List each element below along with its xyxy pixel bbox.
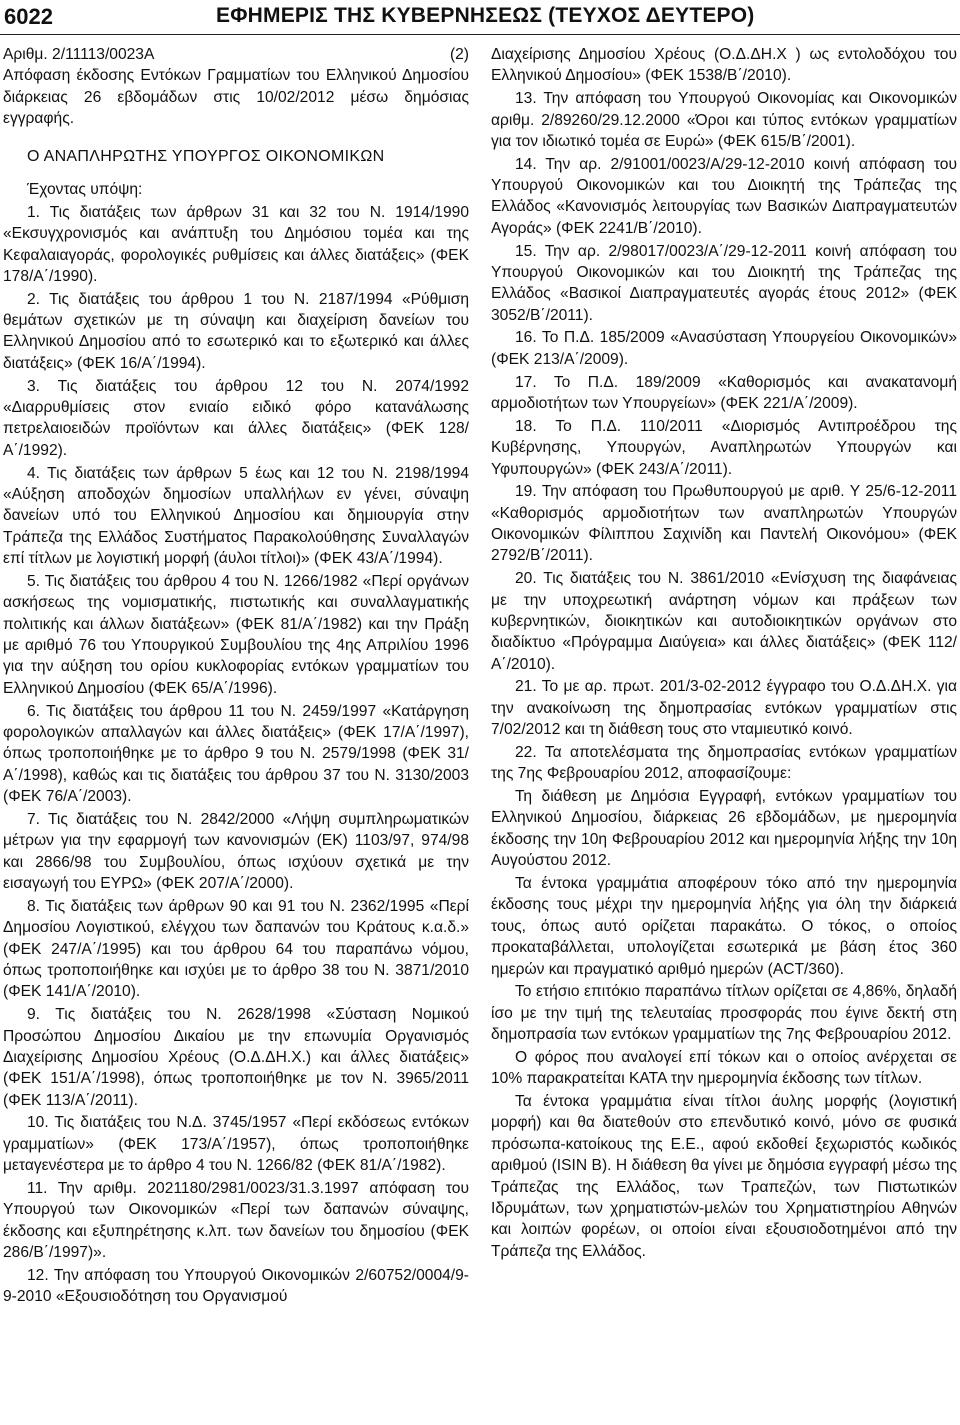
gazette-title: ΕΦΗΜΕΡΙΣ ΤΗΣ ΚΥΒΕΡΝΗΣΕΩΣ (ΤΕΥΧΟΣ ΔΕΥΤΕΡΟ) (216, 4, 755, 27)
paragraph: Τα έντοκα γραμμάτια είναι τίτλοι άυλης μορφής (λογιστική μορφή) και θα διατεθούν στο επενδυτικό κοινό, μόνο σε φυσικά πρόσωπα-κατοίκους της Ε.Ε., αφού εκδοθεί ξεχωριστός κωδικός αριθμού (ISIN B). Η διάθεση θα γίνει με δημόσια εγγραφή μέσω της Τράπεζας της Ελλάδος, των Τραπεζών, των Πιστωτικών Ιδρυμάτων, των χρηματιστών-μελών του Χρηματιστηρίου Αθηνών και λοιπών φορέων, οι οποίοι είναι εξουσιοδοτημένοι από την Τράπεζα της Ελλάδος. (491, 1092, 957, 1260)
left-column (3, 44, 469, 1309)
decision-reference (3, 44, 469, 65)
paragraph: 6. Τις διατάξεις του άρθρου 11 του Ν. 2459/1997 «Κατάργηση φορολογικών απαλλαγών και άλλες διατάξεις» (ΦΕΚ 17/Α΄/1997), όπως τροποποιήθηκε με το άρθρο 9 του Ν. 2579/1998 (ΦΕΚ 31/Α΄/1998), καθώς και τις διατάξεις του άρθρου 37 του Ν. 3130/2003 (ΦΕΚ 76/Α΄/2003). (3, 702, 469, 806)
header-rule (0, 34, 960, 35)
paragraph: 22. Τα αποτελέσματα της δημοπρασίας εντόκων γραμματίων της 7ης Φεβρουαρίου 2012, αποφασίζουμε: (491, 743, 957, 783)
right-column (491, 44, 957, 1264)
paragraph: Ο φόρος που αναλογεί επί τόκων και ο οποίος ανέρχεται σε 10% παρακρατείται ΚΑΤΑ την ημερομηνία έκδοσης των τίτλων. (491, 1048, 957, 1088)
paragraph: Διαχείρισης Δημοσίου Χρέους (Ο.Δ.ΔΗ.Χ ) ως εντολοδόχου του Ελληνικού Δημοσίου» (ΦΕΚ 1538/Β΄/2010). (491, 46, 957, 85)
left-paragraphs (3, 202, 469, 1308)
paragraph: 19. Την απόφαση του Πρωθυπουργού με αριθ. Υ 25/6-12-2011 «Καθορισμός αρμοδιοτήτων των αναπληρωτών Υπουργών Οικονομικών Φίλιππου Σαχινίδη και Παντελή Οικονόμου» (ΦΕΚ 2792/Β΄/2011). (491, 483, 957, 565)
paragraph: 12. Την απόφαση του Υπουργού Οικονομικών 2/60752/0004/9-9-2010 «Εξουσιοδότηση του Οργανισμού (3, 1266, 469, 1306)
paragraph: Τα έντοκα γραμμάτια αποφέρουν τόκο από την ημερομηνία έκδοσης τους μέχρι την ημερομηνία λήξης για όλη την διάρκειά τους, όπως αυτό ορίζεται παρακάτω. Ο τόκος, ο οποίος προκαταβάλλεται, υπολογίζεται εσωτερικά με βάση έτος 360 ημερών και πραγματικό αριθμό ημερών (ACT/360). (491, 875, 957, 978)
gazette-header (0, 0, 960, 40)
paragraph: 3. Τις διατάξεις του άρθρου 12 του Ν. 2074/1992 «Διαρρυθμίσεις στον ενιαίο ειδικό φόρο κατανάλωσης πετρελαιοειδών προϊόντων και άλλες διατάξεις» (ΦΕΚ 128/Α΄/1992). (3, 377, 469, 459)
right-paragraphs (491, 44, 957, 1262)
paragraph: 2. Τις διατάξεις του άρθρου 1 του Ν. 2187/1994 «Ρύθμιση θεμάτων σχετικών με τη σύναψη και διαχείριση δανείων του Ελληνικού Δημοσίου από το εσωτερικό και το εξωτερικό και άλλες διατάξεις» (ΦΕΚ 16/Α΄/1994). (3, 290, 469, 372)
paragraph: 13. Την απόφαση του Υπουργού Οικονομίας και Οικονομικών αριθμ. 2/89260/29.12.2000 «Όροι και τύπος εντόκων γραμματίων για τον ιδιωτικό τομέα σε Ευρώ» (ΦΕΚ 615/Β΄/2001). (491, 90, 957, 150)
paragraph: 14. Την αρ. 2/91001/0023/Α/29-12-2010 κοινή απόφαση του Υπουργού Οικονομικών και του Διοικητή της Τράπεζας της Ελλάδος «Κανονισμός λειτουργίας των Βασικών Διαπραγματευτών Αγοράς» (ΦΕΚ 2241/Β΄/2010). (491, 155, 957, 237)
paragraph: 5. Τις διατάξεις του άρθρου 4 του Ν. 1266/1982 «Περί οργάνων ασκήσεως της νομισματικής, πιστωτικής και συναλλαγματικής πολιτικής και άλλων διατάξεων» (ΦΕΚ 81/Α΄/1982) και την Πράξη με αριθμό 76 του Υπουργικού Συμβουλίου της 4ης Απριλίου 1996 για την αύξηση του ορίου κυκλοφορίας εντόκων γραμματίων του Ελληνικού Δημοσίου (ΦΕΚ 65/Α΄/1996). (3, 572, 469, 697)
paragraph: 9. Τις διατάξεις του Ν. 2628/1998 «Σύσταση Νομικού Προσώπου Δημοσίου Δικαίου με την επωνυμία Οργανισμός Διαχείρισης Δημοσίου Χρέους (Ο.Δ.ΔΗ.Χ.) και άλλες διατάξεις» (ΦΕΚ 151/Α΄/1998), όπως τροποποιήθηκε με τον Ν. 3965/2011 (ΦΕΚ 113/Α΄/2011). (3, 1006, 469, 1109)
paragraph: 1. Τις διατάξεις των άρθρων 31 και 32 του Ν. 1914/1990 «Εκσυγχρονισμός και ανάπτυξη του Δημόσιου τομέα και της Κεφαλαιαγοράς, φορολογικές ρυθμίσεις και άλλες διατάξεις» (ΦΕΚ 178/Α΄/1990). (3, 203, 469, 285)
paragraph: 4. Τις διατάξεις των άρθρων 5 έως και 12 του Ν. 2198/1994 «Αύξηση αποδοχών δημοσίων υπαλλήλων εν γένει, σύναψη δανείων υπό του Ελληνικού Δημοσίου και δημιουργία στην Τράπεζα της Ελλάδος Συστήματος Παρακολούθησης Συναλλαγών επί τίτλων με λογιστική μορφή (άυλοι τίτλοι)» (ΦΕΚ 43/Α΄/1994). (3, 464, 469, 568)
considering-label: Έχοντας υπόψη: (27, 181, 143, 199)
paragraph: Τη διάθεση με Δημόσια Εγγραφή, εντόκων γραμματίων του Ελληνικού Δημοσίου, διάρκειας 26 εβδομάδων, με ημερομηνία έκδοσης την 10η Φεβρουαρίου 2012 και ημερομηνία λήξης την 10η Αυγούστου 2012. (491, 788, 957, 870)
minister-title: Ο ΑΝΑΠΛΗΡΩΤΗΣ ΥΠΟΥΡΓΟΣ ΟΙΚΟΝΟΜΙΚΩΝ (27, 147, 385, 165)
paragraph: 10. Τις διατάξεις του Ν.Δ. 3745/1957 «Περί εκδόσεως εντόκων γραμματίων» (ΦΕΚ 173/Α΄/1957), όπως τροποποιήθηκε μεταγενέστερα με το άρθρο 4 του Ν. 1266/82 (ΦΕΚ 81/Α΄/1982). (3, 1114, 469, 1175)
paragraph: 15. Την αρ. 2/98017/0023/Α΄/29-12-2011 κοινή απόφαση του Υπουργού Οικονομικών και του Διοικητή της Τράπεζας της Ελλάδος «Βασικοί Διαπραγματευτές αγοράς έτους 2012» (ΦΕΚ 3052/Β΄/2011). (491, 242, 957, 324)
paragraph: 20. Τις διατάξεις του Ν. 3861/2010 «Ενίσχυση της διαφάνειας με την υποχρεωτική ανάρτηση νόμων και πράξεων των κυβερνητικών, διοικητικών και αυτοδιοικητικών οργάνων στο διαδίκτυο «Πρόγραμμα Διαύγεια» και άλλες διατάξεις» (ΦΕΚ 112/Α΄/2010). (491, 570, 957, 673)
paragraph: Το ετήσιο επιτόκιο παραπάνω τίτλων ορίζεται σε 4,86%, δηλαδή ίσο με την τιμή της τελευταίας προσφοράς που έγινε δεκτή στη δημοπρασία των εντόκων γραμματίων της 7ης Φεβρουαρίου 2012. (491, 983, 957, 1044)
page-number: 6022 (4, 4, 53, 29)
reference-number: Αριθμ. 2/11113/0023Α (3, 46, 155, 63)
paragraph: 8. Τις διατάξεις των άρθρων 90 και 91 του Ν. 2362/1995 «Περί Δημοσίου Λογιστικού, ελέγχου των δαπανών του Κράτους κ.α.δ.» (ΦΕΚ 247/Α΄/1995) και του άρθρου 64 του παραπάνω νόμου, όπως τροποποιήθηκε και ισχύει με το άρθρο 38 του Ν. 3871/2010 (ΦΕΚ 141/Α΄/2010). (3, 897, 469, 1001)
paragraph: 21. Το με αρ. πρωτ. 201/3-02-2012 έγγραφο του Ο.Δ.ΔΗ.Χ. για την ανακοίνωση της δημοπρασίας εντόκων γραμματίων στις 7/02/2012 και τη διάθεση τους στο νταμιευτικό κοινό. (491, 678, 957, 739)
paragraph: 11. Την αριθμ. 2021180/2981/0023/31.3.1997 απόφαση του Υπουργού των Οικονομικών «Περί των δαπανών σύναψης, έκδοσης και εξυπηρέτησης κ.λπ. των δανείων του δημοσίου (ΦΕΚ 286/Β΄/1997)». (3, 1179, 469, 1262)
reference-mark: (2) (449, 46, 469, 63)
paragraph: 17. Το Π.Δ. 189/2009 «Καθορισμός και ανακατανομή αρμοδιοτήτων των Υπουργείων» (ΦΕΚ 221/Α΄/2009). (491, 373, 957, 412)
paragraph: 18. Το Π.Δ. 110/2011 «Διορισμός Αντιπροέδρου της Κυβέρνησης, Υπουργών, Αναπληρωτών Υπουργών και Υφυπουργών» (ΦΕΚ 243/Α΄/2011). (491, 417, 957, 478)
paragraph: 16. Το Π.Δ. 185/2009 «Ανασύσταση Υπουργείου Οικονομικών» (ΦΕΚ 213/Α΄/2009). (491, 329, 957, 368)
decision-title: Απόφαση έκδοσης Εντόκων Γραμματίων του Ελληνικού Δημοσίου διάρκειας 26 εβδομάδων στις 10/02/2012 μέσω δημόσιας εγγραφής. (3, 67, 469, 128)
paragraph: 7. Τις διατάξεις του Ν. 2842/2000 «Λήψη συμπληρωματικών μέτρων για την εφαρμογή των κανονισμών (ΕΚ) 1103/97, 974/98 και 2866/98 του Συμβουλίου, όπως ισχύουν σχετικά με την εισαγωγή του ΕΥΡΩ» (ΦΕΚ 207/Α΄/2000). (3, 810, 469, 893)
